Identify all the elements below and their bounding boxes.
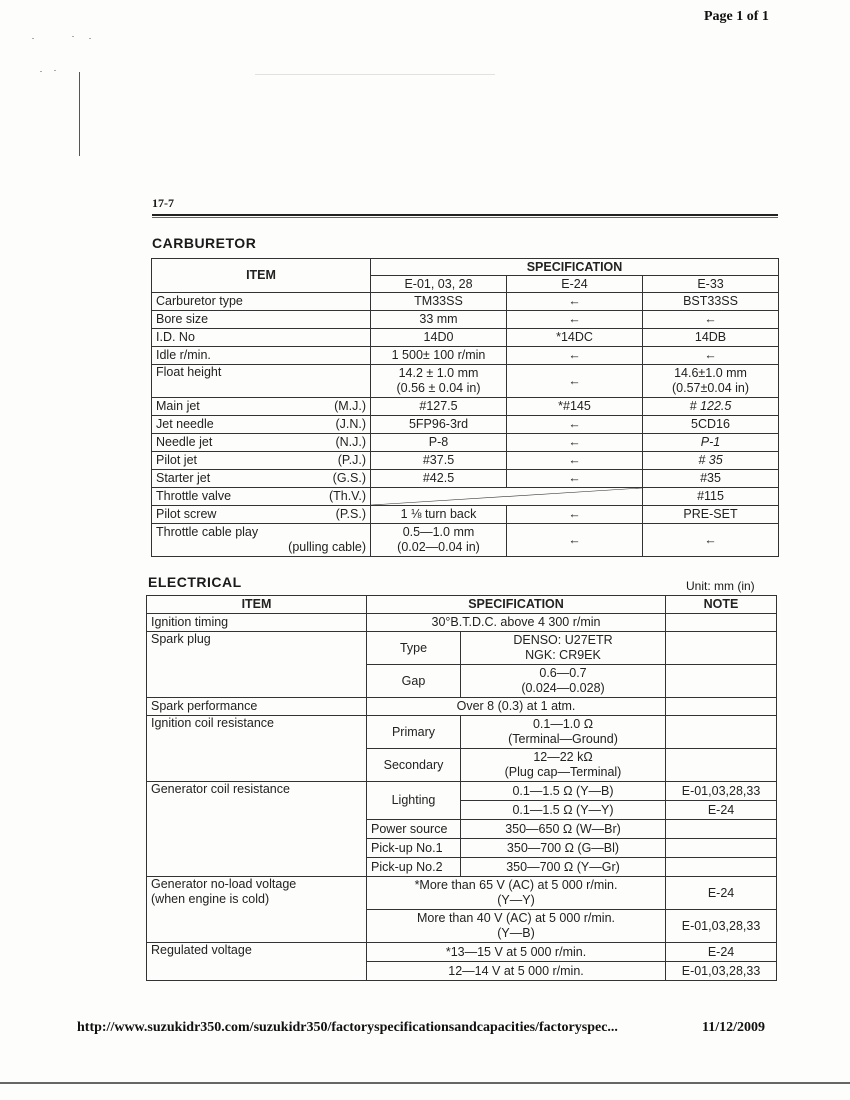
sub-item-label: Pick-up No.2 — [367, 858, 461, 877]
spec-value: Over 8 (0.3) at 1 atm. — [367, 698, 666, 716]
spec-value: More than 40 V (AC) at 5 000 r/min. (Y—B) — [367, 910, 666, 943]
item-label: Main jet — [156, 399, 200, 413]
item-abbr: (P.J.) — [337, 453, 366, 467]
spec-value: ← — [507, 434, 643, 452]
not-applicable-cell — [371, 488, 643, 506]
note-value: E-01,03,28,33 — [666, 782, 777, 801]
table-row — [152, 416, 779, 434]
spec-value: *#145 — [507, 398, 643, 416]
market-header: E-01, 03, 28 — [371, 276, 507, 293]
spec-value: #35 — [643, 470, 779, 488]
spec-value: 33 mm — [371, 311, 507, 329]
spec-value: TM33SS — [371, 293, 507, 311]
sub-item-label: Power source — [367, 820, 461, 839]
spec-value: 350—700 Ω (Y—Gr) — [461, 858, 666, 877]
table-row — [147, 716, 777, 749]
spec-value: ← — [507, 293, 643, 311]
item-label: Carburetor type — [156, 294, 243, 308]
scan-speck — [54, 70, 56, 71]
spec-value: ← — [507, 416, 643, 434]
footer-url-link[interactable]: http://www.suzukidr350.com/suzukidr350/factoryspecificationsandcapacities/factoryspec... — [77, 1020, 618, 1035]
sub-item-label: Secondary — [367, 749, 461, 782]
note-value: E-24 — [666, 943, 777, 962]
spec-value: 12—14 V at 5 000 r/min. — [367, 962, 666, 981]
scan-speck — [40, 71, 42, 72]
table-row — [152, 470, 779, 488]
table-row — [152, 329, 779, 347]
spec-value: 14D0 — [371, 329, 507, 347]
spec-value: DENSO: U27ETR NGK: CR9EK — [461, 632, 666, 665]
spec-value: 12—22 kΩ (Plug cap—Terminal) — [461, 749, 666, 782]
spec-value: #42.5 — [371, 470, 507, 488]
spec-value-handwritten: P-1 — [643, 434, 779, 452]
spec-value: 30°B.T.D.C. above 4 300 r/min — [367, 614, 666, 632]
spec-value: P-8 — [371, 434, 507, 452]
sub-item-label: Pick-up No.1 — [367, 839, 461, 858]
item-label: Regulated voltage — [147, 943, 367, 981]
item-label: Float height — [156, 365, 222, 379]
sub-item-label: Primary — [367, 716, 461, 749]
item-label: Generator coil resistance — [147, 782, 367, 877]
spec-value: 350—700 Ω (G—Bl) — [461, 839, 666, 858]
spec-value: #37.5 — [371, 452, 507, 470]
spec-value: #127.5 — [371, 398, 507, 416]
spec-value: 350—650 Ω (W—Br) — [461, 820, 666, 839]
table-row — [152, 506, 779, 524]
item-label: Throttle cable play — [156, 525, 259, 539]
spec-value: 0.1—1.0 Ω (Terminal—Ground) — [461, 716, 666, 749]
item-abbr: (J.N.) — [335, 417, 366, 431]
column-header-note: NOTE — [666, 596, 777, 614]
spec-value: 1 ⅛ turn back — [371, 506, 507, 524]
column-header-specification: SPECIFICATION — [367, 596, 666, 614]
note-value: E-24 — [666, 877, 777, 910]
table-row — [152, 293, 779, 311]
note-value: E-01,03,28,33 — [666, 910, 777, 943]
table-row — [152, 434, 779, 452]
spec-value: 14DB — [643, 329, 779, 347]
spec-value: ← — [507, 470, 643, 488]
carburetor-table — [151, 258, 779, 557]
spec-value-handwritten: # 35 — [643, 452, 779, 470]
column-header-item: ITEM — [152, 259, 371, 293]
item-label: Throttle valve — [156, 489, 232, 503]
spec-value: 1 500± 100 r/min — [371, 347, 507, 365]
table-row — [147, 614, 777, 632]
scan-speck — [72, 36, 74, 37]
page-number: 17-7 — [152, 196, 174, 210]
item-label: (pulling cable) — [288, 540, 366, 554]
spec-value: 0.1—1.5 Ω (Y—B) — [461, 782, 666, 801]
spec-value: 5FP96-3rd — [371, 416, 507, 434]
scan-edge — [0, 1082, 850, 1084]
table-row — [152, 524, 779, 557]
note-value: E-24 — [666, 801, 777, 820]
market-header: E-33 — [643, 276, 779, 293]
carburetor-section-title: CARBURETOR — [152, 235, 257, 251]
page-counter: Page 1 of 1 — [704, 9, 769, 24]
item-label: Needle jet — [156, 435, 213, 449]
spec-value: 14.2 ± 1.0 mm (0.56 ± 0.04 in) — [371, 365, 507, 398]
table-row — [147, 698, 777, 716]
header-rule — [152, 214, 778, 216]
spec-value: ← — [643, 524, 779, 557]
item-abbr: (P.S.) — [335, 507, 366, 521]
spec-value: ← — [507, 311, 643, 329]
scan-mark — [79, 72, 80, 156]
spec-value: *13—15 V at 5 000 r/min. — [367, 943, 666, 962]
spec-value: BST33SS — [643, 293, 779, 311]
item-label: Ignition coil resistance — [147, 716, 367, 782]
spec-value: *More than 65 V (AC) at 5 000 r/min. (Y—Y) — [367, 877, 666, 910]
scan-speck — [89, 38, 91, 39]
electrical-table — [146, 595, 777, 981]
unit-note: Unit: mm (in) — [686, 579, 755, 593]
table-row — [152, 365, 779, 398]
scan-mark — [255, 74, 495, 75]
market-header: E-24 — [507, 276, 643, 293]
item-abbr: (G.S.) — [332, 471, 366, 485]
spec-value: ← — [507, 347, 643, 365]
item-label: Jet needle — [156, 417, 214, 431]
table-row — [147, 782, 777, 801]
item-label: Bore size — [156, 312, 209, 326]
header-rule — [152, 217, 778, 218]
spec-value: ← — [507, 365, 643, 398]
item-label: Spark plug — [147, 632, 367, 698]
spec-value: 14.6±1.0 mm (0.57±0.04 in) — [643, 365, 779, 398]
item-label: Pilot screw — [156, 507, 217, 521]
spec-value-handwritten: # 122.5 — [643, 398, 779, 416]
item-label: Starter jet — [156, 471, 211, 485]
sub-item-label: Lighting — [367, 782, 461, 820]
spec-value: ← — [507, 452, 643, 470]
item-label: Pilot jet — [156, 453, 197, 467]
item-label: I.D. No — [156, 330, 195, 344]
table-row — [152, 347, 779, 365]
item-abbr: (M.J.) — [334, 399, 366, 413]
column-header-item: ITEM — [147, 596, 367, 614]
table-row — [147, 632, 777, 665]
table-row — [152, 488, 779, 506]
table-row — [152, 311, 779, 329]
spec-value: 0.1—1.5 Ω (Y—Y) — [461, 801, 666, 820]
spec-value: #115 — [643, 488, 779, 506]
item-label: Ignition timing — [147, 614, 367, 632]
footer-date: 11/12/2009 — [702, 1020, 766, 1035]
table-row — [152, 452, 779, 470]
item-abbr: (N.J.) — [335, 435, 366, 449]
item-abbr: (Th.V.) — [328, 489, 366, 503]
spec-value: PRE-SET — [643, 506, 779, 524]
electrical-section-title: ELECTRICAL — [148, 574, 242, 590]
item-label: Generator no-load voltage (when engine is cold) — [147, 877, 367, 943]
sub-item-label: Type — [367, 632, 461, 665]
item-label: Idle r/min. — [156, 348, 211, 362]
table-row — [152, 398, 779, 416]
column-header-specification: SPECIFICATION — [371, 259, 779, 276]
spec-value: 0.6—0.7 (0.024—0.028) — [461, 665, 666, 698]
spec-value: ← — [507, 524, 643, 557]
note-value: E-01,03,28,33 — [666, 962, 777, 981]
sub-item-label: Gap — [367, 665, 461, 698]
spec-value: 5CD16 — [643, 416, 779, 434]
spec-value: *14DC — [507, 329, 643, 347]
spec-value: 0.5—1.0 mm (0.02—0.04 in) — [371, 524, 507, 557]
item-label: Spark performance — [147, 698, 367, 716]
spec-value: ← — [643, 311, 779, 329]
table-row — [147, 877, 777, 910]
scan-speck — [32, 38, 34, 39]
spec-value: ← — [643, 347, 779, 365]
spec-value: ← — [507, 506, 643, 524]
table-row — [147, 943, 777, 962]
